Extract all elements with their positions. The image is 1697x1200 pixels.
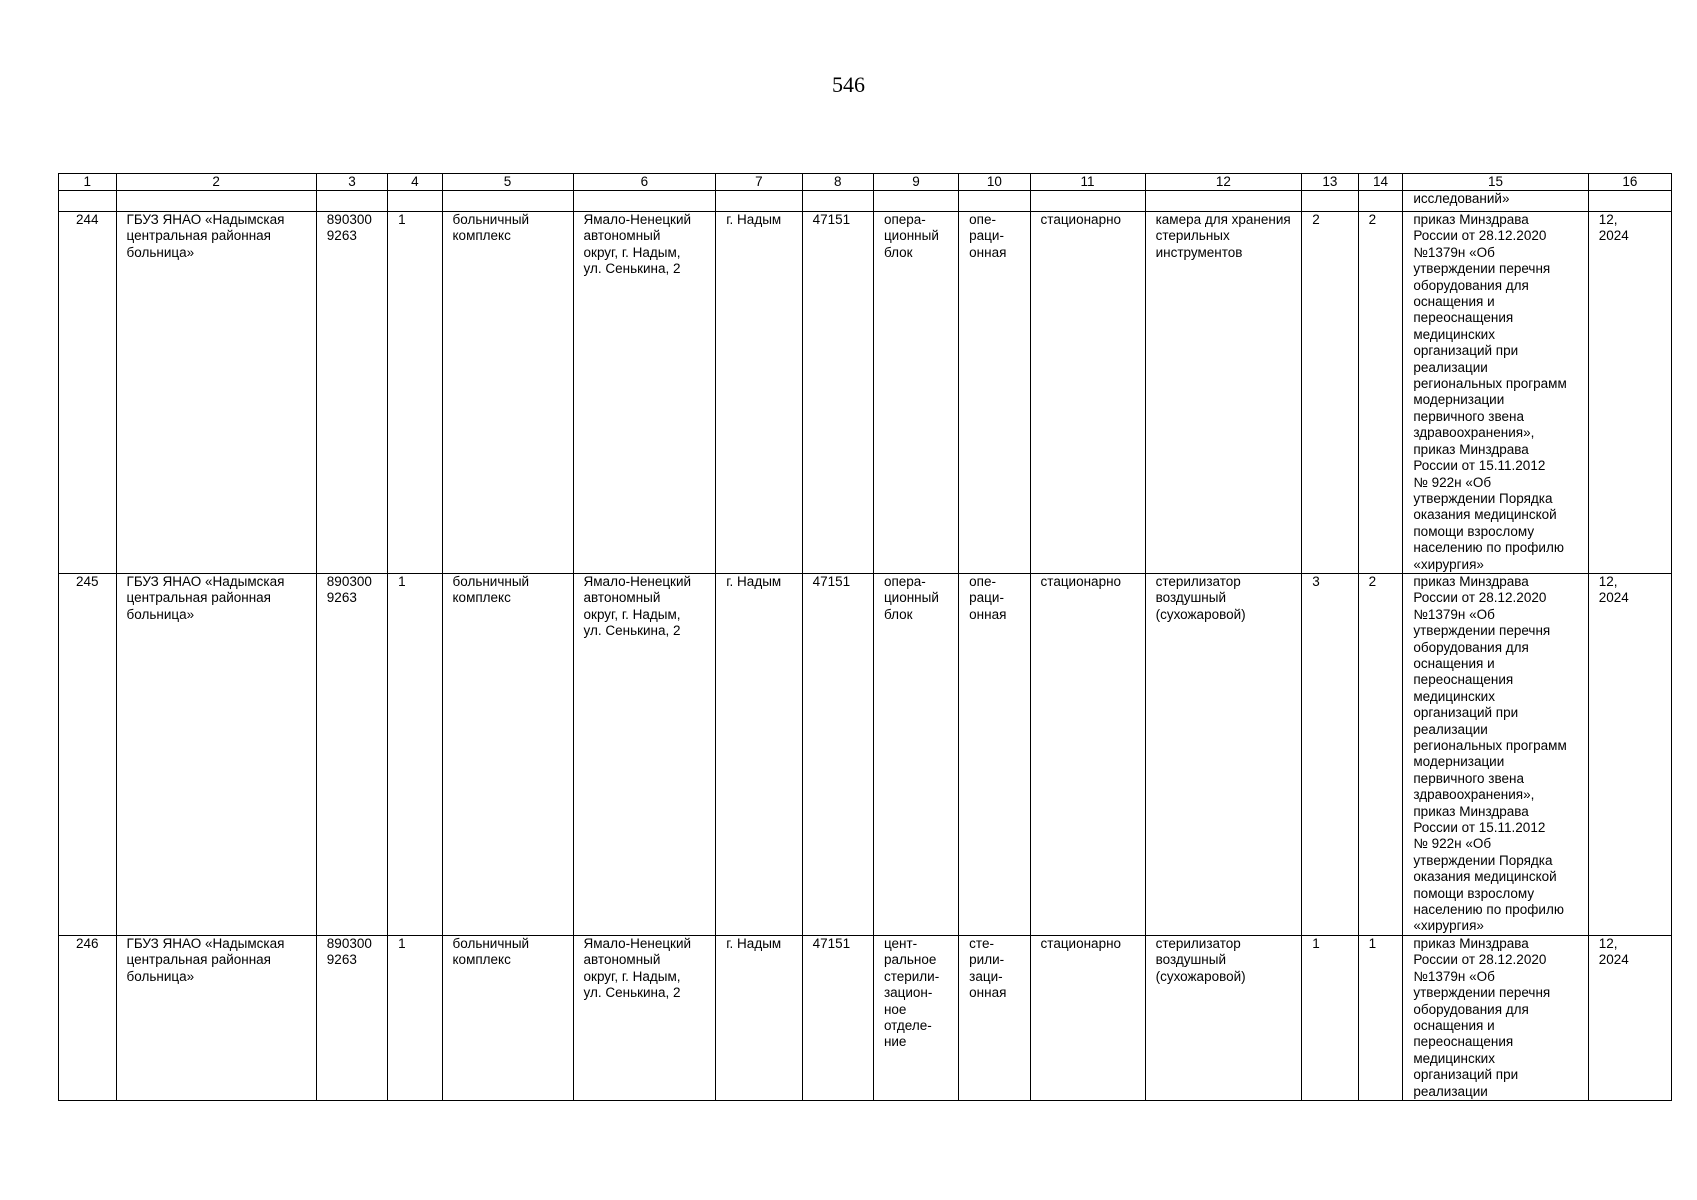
equipment-cell: стерилизатор воздушный (сухожаровой) bbox=[1145, 935, 1302, 1100]
table-row bbox=[59, 935, 1672, 1100]
object-type-cell: больничный комплекс bbox=[442, 935, 573, 1100]
room-cell: сте- рили- заци- онная bbox=[959, 935, 1030, 1100]
header-cell: 4 bbox=[388, 174, 442, 191]
code-cell: 47151 bbox=[802, 935, 873, 1100]
row-number-cell: 246 bbox=[59, 935, 117, 1100]
col13-cell: 2 bbox=[1302, 212, 1358, 574]
organization-cell: ГБУЗ ЯНАО «Надымская центральная районная больница» bbox=[116, 212, 316, 574]
legal-basis-cell: приказ Минздрава России от 28.12.2020 №1379н «Об утверждении перечня оборудования для оснащения и переоснащения медицинских организаций при реализации региональных программ модернизации первичного звена здравоохранения», приказ Минздрава России от 15.11.2012 № 922н «Об утверждении Порядка оказания медицинской помощи взрослому населению по профилю «хирургия» bbox=[1403, 573, 1588, 935]
header-cell: 13 bbox=[1302, 174, 1358, 191]
continuation-row bbox=[59, 191, 1672, 212]
col13-cell: 1 bbox=[1302, 935, 1358, 1100]
header-cell: 6 bbox=[573, 174, 716, 191]
equipment-cell: камера для хранения стерильных инструментов bbox=[1145, 212, 1302, 574]
col4-cell: 1 bbox=[388, 573, 442, 935]
inn-cell: 890300 9263 bbox=[316, 573, 387, 935]
header-cell: 5 bbox=[442, 174, 573, 191]
row-number-cell: 245 bbox=[59, 573, 117, 935]
col4-cell: 1 bbox=[388, 212, 442, 574]
city-cell: г. Надым bbox=[716, 935, 802, 1100]
address-cell: Ямало-Ненецкий автономный округ, г. Надым, ул. Сенькина, 2 bbox=[573, 935, 716, 1100]
registry-table bbox=[58, 173, 1672, 1101]
inn-cell: 890300 9263 bbox=[316, 212, 387, 574]
address-cell: Ямало-Ненецкий автономный округ, г. Надым, ул. Сенькина, 2 bbox=[573, 212, 716, 574]
table-row bbox=[59, 573, 1672, 935]
inn-cell: 890300 9263 bbox=[316, 935, 387, 1100]
header-cell: 12 bbox=[1145, 174, 1302, 191]
mode-cell: стационарно bbox=[1030, 212, 1145, 574]
department-cell: цент- ральное стерили- зацион- ное отделе- ние bbox=[873, 935, 958, 1100]
header-cell: 9 bbox=[873, 174, 958, 191]
legal-basis-cell: исследований» bbox=[1403, 191, 1588, 212]
col4-cell: 1 bbox=[388, 935, 442, 1100]
department-cell: опера- ционный блок bbox=[873, 573, 958, 935]
room-cell: опе- раци- онная bbox=[959, 573, 1030, 935]
object-type-cell: больничный комплекс bbox=[442, 573, 573, 935]
header-cell: 11 bbox=[1030, 174, 1145, 191]
header-cell: 15 bbox=[1403, 174, 1588, 191]
code-cell: 47151 bbox=[802, 573, 873, 935]
legal-basis-cell: приказ Минздрава России от 28.12.2020 №1379н «Об утверждении перечня оборудования для оснащения и переоснащения медицинских организаций при реализации bbox=[1403, 935, 1588, 1100]
header-cell: 7 bbox=[716, 174, 802, 191]
code-cell: 47151 bbox=[802, 212, 873, 574]
organization-cell: ГБУЗ ЯНАО «Надымская центральная районная больница» bbox=[116, 573, 316, 935]
col13-cell: 3 bbox=[1302, 573, 1358, 935]
header-cell: 2 bbox=[116, 174, 316, 191]
row-number-cell: 244 bbox=[59, 212, 117, 574]
col14-cell: 1 bbox=[1358, 935, 1403, 1100]
column-number-row bbox=[59, 174, 1672, 191]
legal-basis-cell: приказ Минздрава России от 28.12.2020 №1379н «Об утверждении перечня оборудования для оснащения и переоснащения медицинских организаций при реализации региональных программ модернизации первичного звена здравоохранения», приказ Минздрава России от 15.11.2012 № 922н «Об утверждении Порядка оказания медицинской помощи взрослому населению по профилю «хирургия» bbox=[1403, 212, 1588, 574]
department-cell: опера- ционный блок bbox=[873, 212, 958, 574]
col14-cell: 2 bbox=[1358, 573, 1403, 935]
mode-cell: стационарно bbox=[1030, 935, 1145, 1100]
organization-cell: ГБУЗ ЯНАО «Надымская центральная районная больница» bbox=[116, 935, 316, 1100]
col14-cell: 2 bbox=[1358, 212, 1403, 574]
header-cell: 8 bbox=[802, 174, 873, 191]
deadline-cell: 12, 2024 bbox=[1588, 212, 1671, 574]
room-cell: опе- раци- онная bbox=[959, 212, 1030, 574]
deadline-cell: 12, 2024 bbox=[1588, 935, 1671, 1100]
address-cell: Ямало-Ненецкий автономный округ, г. Надым, ул. Сенькина, 2 bbox=[573, 573, 716, 935]
header-cell: 3 bbox=[316, 174, 387, 191]
deadline-cell: 12, 2024 bbox=[1588, 573, 1671, 935]
header-cell: 1 bbox=[59, 174, 117, 191]
header-cell: 16 bbox=[1588, 174, 1671, 191]
mode-cell: стационарно bbox=[1030, 573, 1145, 935]
object-type-cell: больничный комплекс bbox=[442, 212, 573, 574]
header-cell: 14 bbox=[1358, 174, 1403, 191]
page-number: 546 bbox=[832, 72, 865, 97]
table-row bbox=[59, 212, 1672, 574]
equipment-cell: стерилизатор воздушный (сухожаровой) bbox=[1145, 573, 1302, 935]
city-cell: г. Надым bbox=[716, 573, 802, 935]
header-cell: 10 bbox=[959, 174, 1030, 191]
city-cell: г. Надым bbox=[716, 212, 802, 574]
